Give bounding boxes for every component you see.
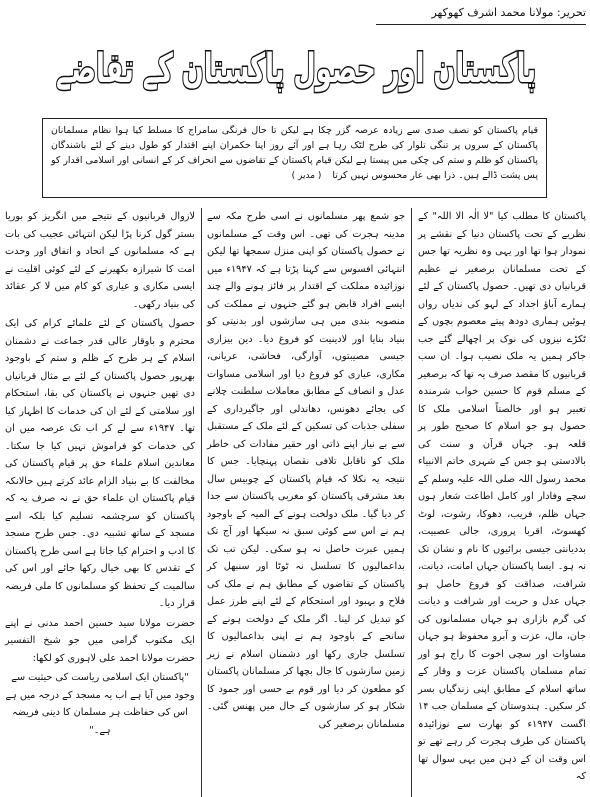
quotation: "پاکستان ایک اسلامی ریاست کی حیثیت سے وجود میں آیا ہے اب یہ مسجد کے درجہ میں ہے اس کی حفاظت ہر مسلمان کا دینی فریضہ ہے۔": [5, 672, 195, 736]
headline-title-art: [46, 34, 546, 104]
article-columns: [0, 208, 590, 797]
paragraph: پاکستان کا مطلب کیا "لا الٰہ الا اللہ" کے نظریے کے تحت پاکستان دنیا کے نقشے پر نمودار ہوا تھا اور یہی وہ نظریہ تھا جس کے تحت مسلمانان برصغیر نے عظیم قربانیاں دی تھیں۔ حصول پاکستان کے لئے ہمارے آباؤ اجداد کے لہو کی ندیاں رواں ہوئیں ہماری دودھ پیتے معصوم بچوں کے ٹکڑے نیزوں کی نوک پر اچھالے گئے جب جاکر ہمیں یہ ملک نصیب ہوا۔ ان سب قربانیوں کا مقصد صرف یہ تھا کہ برصغیر کے مسلم قوم کا حسین خواب شرمندہ تعبیر ہو اور خالصتاً اسلامی ملک کا حصول ہو جو اسلام کا صحیح طور پر قلعہ ہو۔ جہاں قرآن و سنت کی بالادستی ہو جس کے شہری خاتم الانبیاء محمد رسول اللہ صلی اللہ علیہ وسلم کے سچے وفادار اور کامل اطاعت شعار ہوں جہاں ظلم، فریب، دھوکا، رشوت، لوٹ کھسوٹ، اقربا پروری، جالی عصبیت، بددیانتی جیسی برائیوں کا نام و نشان تک نہ ہو۔ ایسا پاکستان جہاں امانت، دیانت، شرافت، صداقت کو فروغ حاصل ہو جہاں عدل و حریت اور شرافت و دیانت کی گرم بازاری ہو جہاں مسلمانوں کی جان، مال، عزت و آبرو محفوظ ہو جہاں مساوات اور سچی اخوت کا راج ہو اور تمام مسلمان پاکستان عزت و وقار کے ساتھ اسلام کے مطابق اپنی زندگیاں بسر کر سکیں۔ ہندوستان کے مسلمان جب ۱۴ اگست ۱۹۴۷ء کو بھارت سے نوزائیدہ پاکستان کی طرف ہجرت کر رہے تھے تو اس وقت ان کے ذہن میں یہی سوال تھا کہ: [418, 211, 586, 782]
headline-text: پاکستان اور حصول پاکستان کے تقاضے: [56, 46, 536, 92]
paragraph: حصول پاکستان کے لئے علمائے کرام کی ایک محترم و باوقار عالی قدر جماعت نے دشمنان اسلام کے ہر طرح کے ظلم و ستم کے باوجود بھرپور حصول پاکستان کے لئے بے مثال قربانیاں دی تھیں جنہوں نے پاکستان کی بقا، استحکام اور سلامتی کے لئے ان کی خدمات کا اظہار کیا تھا۔ ۱۹۴۷ء سے لے کر اب تک عرصہ میں ان کی خدمات کو فراموش نہیں کیا جا سکتا۔ معاندین اسلام علماء حق پر قیام پاکستان کی مخالفت کا بے بنیاد الزام عائد کرتے ہیں حالانکہ قیام پاکستان ان علماء حق نے نہ صرف یہ کہ پاکستان کو سرچشمہ تسلیم کیا بلکہ اسے مسجد کے ساتھ تشبیہ دی۔ جس طرح مسجد کا ادب و احترام کیا جاتا ہے اسی طرح پاکستان کے تقدس کا بھی خیال رکھا جائے اور اس کی سالمیت کے تحفظ کو مسلمانوں کا ملی فریضہ قرار دیا۔: [5, 318, 195, 609]
column-right: [416, 208, 588, 797]
column-middle: [205, 208, 407, 797]
paragraph: لازوال قربانیوں کے نتیجے میں انگریز کو بوریا بستر گول کرنا پڑا لیکن انتہائی عجیب کی بات ہے کہ مسلمانوں کے اتحاد و اتفاق اور وحدت امت کا شیرازہ بکھیرنے کے لئے کوئی اقلیت نے ایسی مکاری و عیاری کو کام میں لا کر عقائد کی بنیاد رکھی۔: [5, 211, 195, 310]
paragraph: حضرت مولانا سید حسین احمد مدنی نے اپنے ایک مکتوب گرامی میں جو شیخ التفسیر حضرت مولانا احمد علی لاہوری کو لکھا:: [5, 617, 195, 664]
intro-editor-note: ( مدیر ): [291, 171, 322, 181]
headline: [46, 34, 546, 104]
paragraph: جو شمع پھر مسلمانوں نے اسی طرح مکہ سے مدینہ ہجرت کی تھی۔ اس وقت کے مسلمانوں نے حصول پاکستان کو اپنی منزل سمجھا تھا لیکن انتہائی افسوس سے کہنا پڑتا ہے کہ ۱۹۴۷ء میں نوزائیدہ مملکت کے اقتدار پر فائز ہونے والے چند ایسے افراد قابض ہو گئے جنہوں نے مملکت کی منصوبہ بندی میں ہی سازشوں اور بدنیتی کو بنیاد بنایا اور لادینیت کو فروغ دیا۔ دین بیزاری جیسی مصیبتوں، آوارگی، فحاشی، عریانی، مکاری، عیاری کو فروغ دیا اور اسلامی مساوات عدل و انصاف کے مطابق معاملات سلطنت چلانے کی بجائے دھونس، دھاندلی اور جاگیرداری کے سفلی جذبات کی تسکین کے لئے ملک کے مستقبل سے بے نیاز اپنے ذاتی اور حقیر مفادات کی خاطر ملک کو ناقابل تلافی نقصان پہنچایا۔ جس کا نتیجہ یہ نکلا کہ قیام پاکستان کے چوبیس سال بعد مشرقی پاکستان کو مغربی پاکستان سے جدا کر دیا گیا۔ ملک دولخت ہونے کے المیہ کے باوجود ہم نے اس سے کوئی سبق نہ سیکھا اور آج تک ہمیں عبرت حاصل نہ ہو سکی۔ لیکن تب تک بداعمالیوں کا تسلسل نہ ٹوٹا اور سنبھل کر پاکستان کے تقاضوں کے مطابق ہم نے ملک کی فلاح و بہبود اور استحکام کے لئے اپنے طرز عمل کو تبدیل کر لینا۔ اگر ملک کے دولخت ہونے کے سانحے کے باوجود ہم نے اپنی بداعمالیوں کا تسلسل جاری رکھا اور دشمنان اسلام نے زیر زمین سازشوں کا جال بچھا کر مسلمانان پاکستان کو مطعون کر دیا اور قوم بے حسی اور جمود کا شکار ہو کر سازشوں کے جال میں پھنس گئی۔ مسلمانان برصغیر کی: [207, 211, 405, 730]
column-left: [3, 208, 197, 797]
byline: تحریر: مولانا محمد اشرف کھوکھر: [376, 2, 586, 25]
intro-box: [42, 118, 547, 198]
intro-text: قیام پاکستان کو نصف صدی سے زیادہ عرصہ گزر چکا ہے لیکن تا حال فرنگی سامراج کا مسلط کیا ہوا نظام مسلمانان پاکستان کے سروں پر تنگی تلوار کی طرح لٹک رہا ہے اور آئے روز اپنا حکمران اپنے اقتدار کو طول دینے کے لئے باشندگان پاکستان کو ظلم و ستم کی چکی میں پیستا ہے لیکن قیام پاکستان کے تقاضوں سے انحراف کر کے انسانی اور اسلامی اقدار کو پس پشت ڈالے ہیں۔ ذرا بھی عار محسوس نہیں کرتا: [51, 125, 538, 181]
